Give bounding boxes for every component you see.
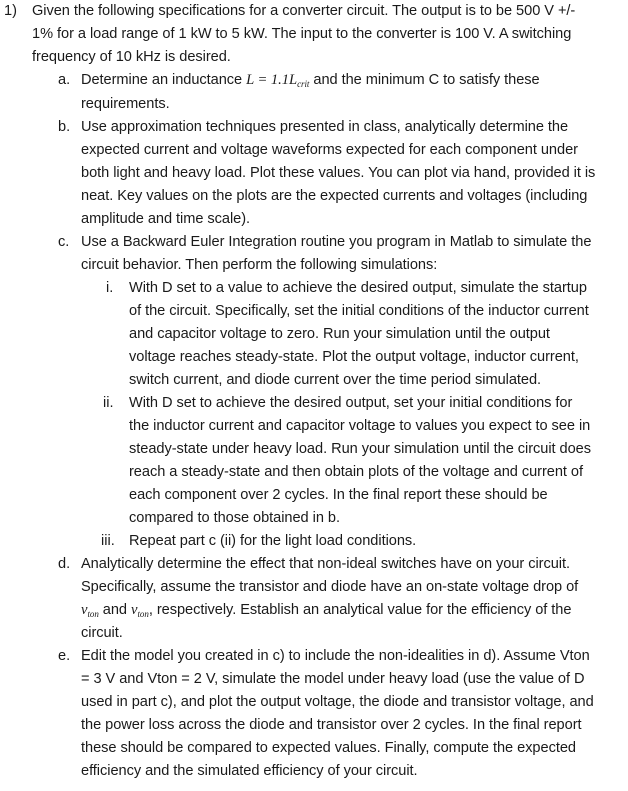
item-b-line-3: both light and heavy load. Plot these values. You can plot via hand, provided it is: [81, 165, 596, 181]
item-c-i-line-4: voltage reaches steady-state. Plot the output voltage, inductor current,: [129, 349, 579, 365]
item-c-ii-line-2: the inductor current and capacitor voltage to values you expect to see in: [129, 418, 591, 434]
item-c-i-line-3: and capacitor voltage to zero. Run your simulation until the output: [129, 326, 550, 342]
item-c-line-2: circuit behavior. Then perform the following simulations:: [81, 257, 438, 273]
item-c-iii-line-1: Repeat part c (ii) for the light load conditions.: [129, 533, 417, 549]
equation-inductance: $L = 1.1L_{crit}$: [246, 72, 310, 89]
symbol-v-ton-2: $v_{ton}$: [131, 602, 149, 619]
item-e-line-3: used in part c), and plot the output voltage, the diode and transistor voltage, and: [81, 694, 594, 710]
item-c-ii-marker: ii.: [103, 395, 114, 411]
item-d-text-post: , respectively. Establish an analytical value for the efficiency of the: [148, 602, 572, 618]
item-e-line-4: the power loss across the diode and transistor over 2 cycles. In the final report: [81, 717, 582, 733]
item-d-marker: d.: [58, 556, 71, 572]
item-d-line-4: circuit.: [81, 625, 123, 641]
item-c-marker: c.: [58, 234, 70, 250]
intro-line-1: Given the following specifications for a converter circuit. The output is to be 500 V +/-: [32, 3, 576, 19]
item-e-marker: e.: [58, 648, 71, 664]
item-a-line-1: [81, 69, 540, 95]
item-a-text-post: and the minimum C to satisfy these: [309, 72, 540, 88]
item-c-ii-line-6: compared to those obtained in b.: [129, 510, 340, 526]
item-c-iii-marker: iii.: [101, 533, 115, 549]
item-c-i-line-1: With D set to a value to achieve the desired output, simulate the startup: [129, 280, 587, 296]
item-c-line-1: Use a Backward Euler Integration routine you program in Matlab to simulate the: [81, 234, 592, 250]
item-e-line-6: efficiency and the simulated efficiency of your circuit.: [81, 763, 418, 779]
item-b-marker: b.: [58, 119, 71, 135]
item-c-i-marker: i.: [106, 280, 114, 296]
item-b-line-1: Use approximation techniques presented in class, analytically determine the: [81, 119, 569, 135]
item-d-line-1: Analytically determine the effect that non-ideal switches have on your circuit.: [81, 556, 570, 572]
item-d-line-2: Specifically, assume the transistor and diode have an on-state voltage drop of: [81, 579, 579, 595]
item-b-line-2: expected current and voltage waveforms expected for each component under: [81, 142, 578, 158]
intro-line-3: frequency of 10 kHz is desired.: [32, 49, 231, 65]
item-d-line-3: [81, 599, 571, 625]
item-c-ii-line-3: steady-state under heavy load. Run your simulation until the circuit does: [129, 441, 591, 457]
item-e-line-2: = 3 V and Vton = 2 V, simulate the model under heavy load (use the value of D: [81, 671, 585, 687]
item-e-line-1: Edit the model you created in c) to include the non-idealities in d). Assume Vton: [81, 648, 590, 664]
item-b-line-4: neat. Key values on the plots are the expected currents and voltages (including: [81, 188, 588, 204]
item-a-marker: a.: [58, 72, 71, 88]
question-number: 1): [4, 3, 17, 19]
symbol-v-ton-1: $v_{ton}$: [81, 602, 99, 619]
item-c-ii-line-5: each component over 2 cycles. In the final report these should be: [129, 487, 548, 503]
item-a-text-pre: Determine an inductance: [81, 72, 247, 88]
item-e-line-5: these should be compared to expected values. Finally, compute the expected: [81, 740, 576, 756]
intro-line-2: 1% for a load range of 1 kW to 5 kW. The input to the converter is 100 V. A switching: [32, 26, 572, 42]
item-c-i-line-2: of the circuit. Specifically, set the initial conditions of the inductor current: [129, 303, 589, 319]
item-a-line-2: requirements.: [81, 96, 170, 112]
item-c-i-line-5: switch current, and diode current over the time period simulated.: [129, 372, 542, 388]
item-c-ii-line-1: With D set to achieve the desired output, set your initial conditions for: [129, 395, 573, 411]
item-b-line-5: amplitude and time scale).: [81, 211, 251, 227]
item-d-and: and: [98, 602, 132, 618]
item-c-ii-line-4: reach a steady-state and then obtain plots of the voltage and current of: [129, 464, 583, 480]
